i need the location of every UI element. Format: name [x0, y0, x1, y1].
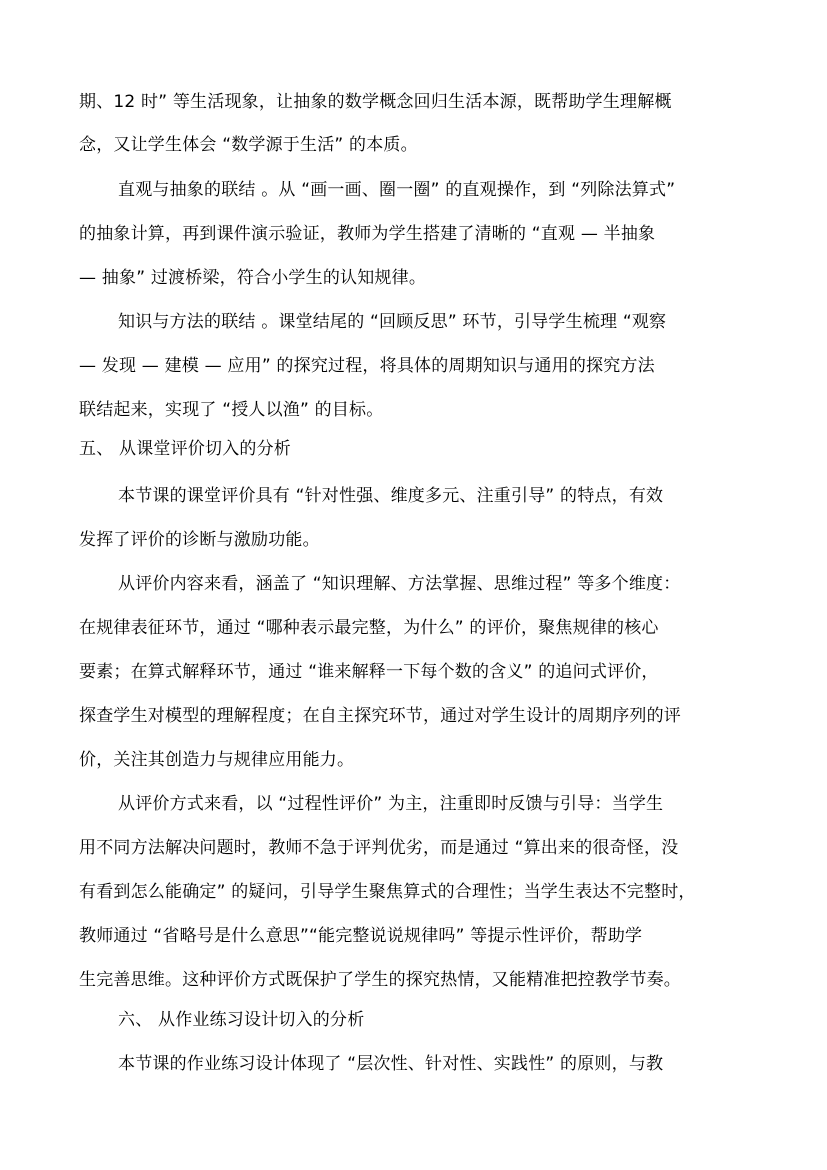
section-heading: 六、 从作业练习设计切入的分析 [118, 1010, 365, 1030]
text-line: 的抽象计算，再到课件演示验证，教师为学生搭建了清晰的 “直观 — 半抽象 [79, 224, 656, 244]
text-line: 期、12 时” 等生活现象，让抽象的数学概念回归生活本源，既帮助学生理解概 [79, 92, 672, 112]
text-line: 从评价内容来看，涵盖了 “知识理解、方法掌握、思维过程” 等多个维度： [118, 574, 681, 594]
text-line: 知识与方法的联结 。课堂结尾的 “回顾反思” 环节，引导学生梳理 “观察 [118, 312, 667, 332]
text-line: — 抽象” 过渡桥梁，符合小学生的认知规律。 [79, 268, 427, 288]
section-heading: 五、 从课堂评价切入的分析 [79, 439, 292, 459]
text-line: 在规律表征环节，通过 “哪种表示最完整，为什么” 的评价，聚焦规律的核心 [79, 618, 659, 638]
text-line: 生完善思维。这种评价方式既保护了学生的探究热情，又能精准把控教学节奏。 [79, 970, 681, 990]
text-line: 价，关注其创造力与规律应用能力。 [79, 750, 355, 770]
text-line: 探查学生对模型的理解程度；在自主探究环节，通过对学生设计的周期序列的评 [79, 706, 681, 726]
text-line: 联结起来，实现了 “授人以渔” 的目标。 [79, 400, 384, 420]
text-line: 本节课的课堂评价具有 “针对性强、维度多元、注重引导” 的特点，有效 [118, 486, 664, 506]
text-line: 要素；在算式解释环节，通过 “谁来解释一下每个数的含义” 的追问式评价， [79, 662, 659, 682]
text-line: 用不同方法解决问题时，教师不急于评判优劣，而是通过 “算出来的很奇怪，没 [79, 838, 679, 858]
text-line: 直观与抽象的联结 。从 “画一画、圈一圈” 的直观操作，到 “列除法算式” [118, 180, 676, 200]
text-line: 有看到怎么能确定” 的疑问，引导学生聚焦算式的合理性；当学生表达不完整时， [79, 882, 696, 902]
text-line: 从评价方式来看，以 “过程性评价” 为主，注重即时反馈与引导：当学生 [118, 794, 664, 814]
text-line: 念，又让学生体会 “数学源于生活” 的本质。 [79, 135, 418, 155]
text-line: — 发现 — 建模 — 应用” 的探究过程，将具体的周期知识与通用的探究方法 [79, 356, 655, 376]
text-line: 教师通过 “省略号是什么意思”“能完整说说规律吗” 等提示性评价，帮助学 [79, 926, 643, 946]
text-line: 发挥了评价的诊断与激励功能。 [79, 530, 320, 550]
text-line: 本节课的作业练习设计体现了 “层次性、针对性、实践性” 的原则，与教 [118, 1054, 664, 1074]
